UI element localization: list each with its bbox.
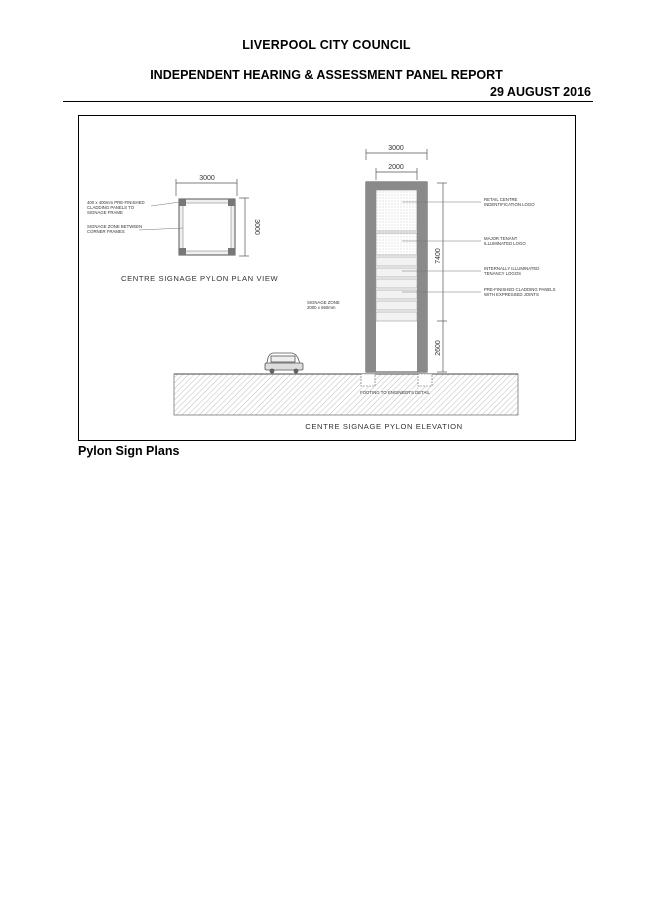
plan-width-dim: 3000 [199,175,215,182]
callout-tenancy-logos: INTERNALLY ILLUMINATED TENANCY LOGOS [484,266,540,276]
corner-frame [179,248,186,255]
elevation-zone-width-dim: 2000 [388,164,404,171]
elevation-title: CENTRE SIGNAGE PYLON ELEVATION [305,422,463,431]
callout-retail-logo: RETAIL CENTRE INDENTIFICATION LOGO [484,197,535,207]
signage-zone-note: SIGNAGE ZONE 2000 x 660mm [307,300,340,310]
plan-view-title: CENTRE SIGNAGE PYLON PLAN VIEW [121,274,279,283]
pylon-sign-drawing [78,115,576,441]
callout-cladding-panels: PRE-FINISHED CLADDING PANELS WITH EXPRESSED JOINTS [484,287,556,297]
upper-height-dim: 7400 [435,248,442,264]
plan-panels-note: 400 x 400mm PRE-FINISHED CLADDING PANELS TO SIGNAGE FRAME [87,200,145,215]
ground [174,374,518,415]
lower-height-dim: 2600 [435,340,442,356]
plan-zone-note: SIGNAGE ZONE BETWEEN CORNER FRAMES [87,224,143,234]
council-name: LIVERPOOL CITY COUNCIL [242,38,411,52]
elevation-overall-width-dim: 3000 [388,145,404,152]
header-rule [63,101,593,102]
corner-frame [179,199,186,206]
figure-caption: Pylon Sign Plans [78,444,180,458]
elevation-callouts [484,197,557,297]
pylon-leg [366,182,376,372]
plan-depth-dim: 3000 [253,219,260,235]
footing [361,374,375,386]
corner-frame [228,199,235,206]
report-title: INDEPENDENT HEARING & ASSESSMENT PANEL REPORT [150,68,503,82]
pylon-leg [417,182,427,372]
retail-logo-panel [376,190,417,231]
footing-note: FOOTING TO ENGINEER'S DETAIL [360,390,430,395]
elevation-view [174,145,557,431]
footing [418,374,432,386]
car-icon [265,353,303,373]
drawing-canvas [79,116,574,439]
plan-view [87,175,278,283]
corner-frame [228,248,235,255]
report-date: 29 AUGUST 2016 [490,85,591,99]
callout-major-tenant: MAJOR TENANT ILLUMINATED LOGO [484,236,526,246]
major-tenant-panel [376,233,417,255]
